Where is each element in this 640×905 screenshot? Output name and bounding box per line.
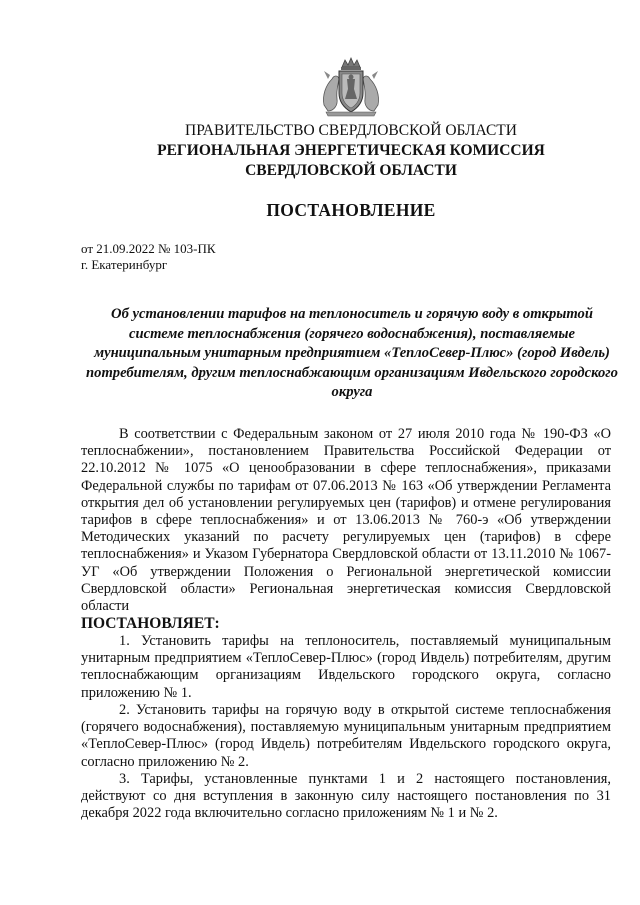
government-name: ПРАВИТЕЛЬСТВО СВЕРДЛОВСКОЙ ОБЛАСТИ: [185, 122, 517, 139]
document-city: г. Екатеринбург: [81, 257, 168, 272]
resolve-heading: ПОСТАНОВЛЯЕТ:: [81, 615, 220, 632]
resolution-item-2: 2. Установить тарифы на горячую воду в открытой системе теплоснабжения (горячего водоснабжения), поставляемую муниципальным унитарным предприятием «ТеплоСевер-Плюс» (город Ивдель) потребителям Ивдельского городского округа, согласно приложению № 2.: [81, 702, 611, 770]
region-name: СВЕРДЛОВСКОЙ ОБЛАСТИ: [245, 162, 457, 179]
coat-of-arms-icon: [318, 55, 384, 119]
resolution-item-3: 3. Тарифы, установленные пунктами 1 и 2 настоящего постановления, действуют со дня вступления в законную силу настоящего постановления по 31 декабря 2022 года включительно согласно приложениям № 1 и № 2.: [81, 771, 611, 822]
document-date-number: от 21.09.2022 № 103-ПК: [81, 241, 216, 256]
resolution-item-1: 1. Установить тарифы на теплоноситель, поставляемый муниципальным унитарным предприятием «ТеплоСевер-Плюс» (город Ивдель) потребителям, другим теплоснабжающим организациям Ивдельского городского округа, согласно приложению № 1.: [81, 633, 611, 701]
commission-name: РЕГИОНАЛЬНАЯ ЭНЕРГЕТИЧЕСКАЯ КОМИССИЯ: [157, 142, 545, 159]
document-subject: Об установлении тарифов на теплоноситель и горячую воду в открытой системе теплоснабжения (горячего водоснабжения), поставляемые муниципальным унитарным предприятием «ТеплоСевер-Плюс» (город Ивдель) потребителям, другим теплоснабжающим организациям Ивдельского городского округа: [86, 306, 618, 400]
document-type: ПОСТАНОВЛЕНИЕ: [266, 200, 436, 220]
preamble-paragraph: В соответствии с Федеральным законом от 27 июля 2010 года № 190-ФЗ «О теплоснабжении», постановлением Правительства Российской Федерации от 22.10.2012 № 1075 «О ценообразовании в сфере теплоснабжения», приказами Федеральной службы по тарифам от 07.06.2013 № 163 «Об утверждении Регламента открытия дел об установлении регулируемых цен (тарифов) и отмене регулирования тарифов в сфере теплоснабжения» и от 13.06.2013 № 760-э «Об утверждении Методических указаний по расчету регулируемых цен (тарифов) в сфере теплоснабжения» и Указом Губернатора Свердловской области от 13.11.2010 № 1067-УГ «Об утверждении Положения о Региональной энергетической комиссии Свердловской области» Региональная энергетическая комиссия Свердловской области: [81, 426, 611, 615]
